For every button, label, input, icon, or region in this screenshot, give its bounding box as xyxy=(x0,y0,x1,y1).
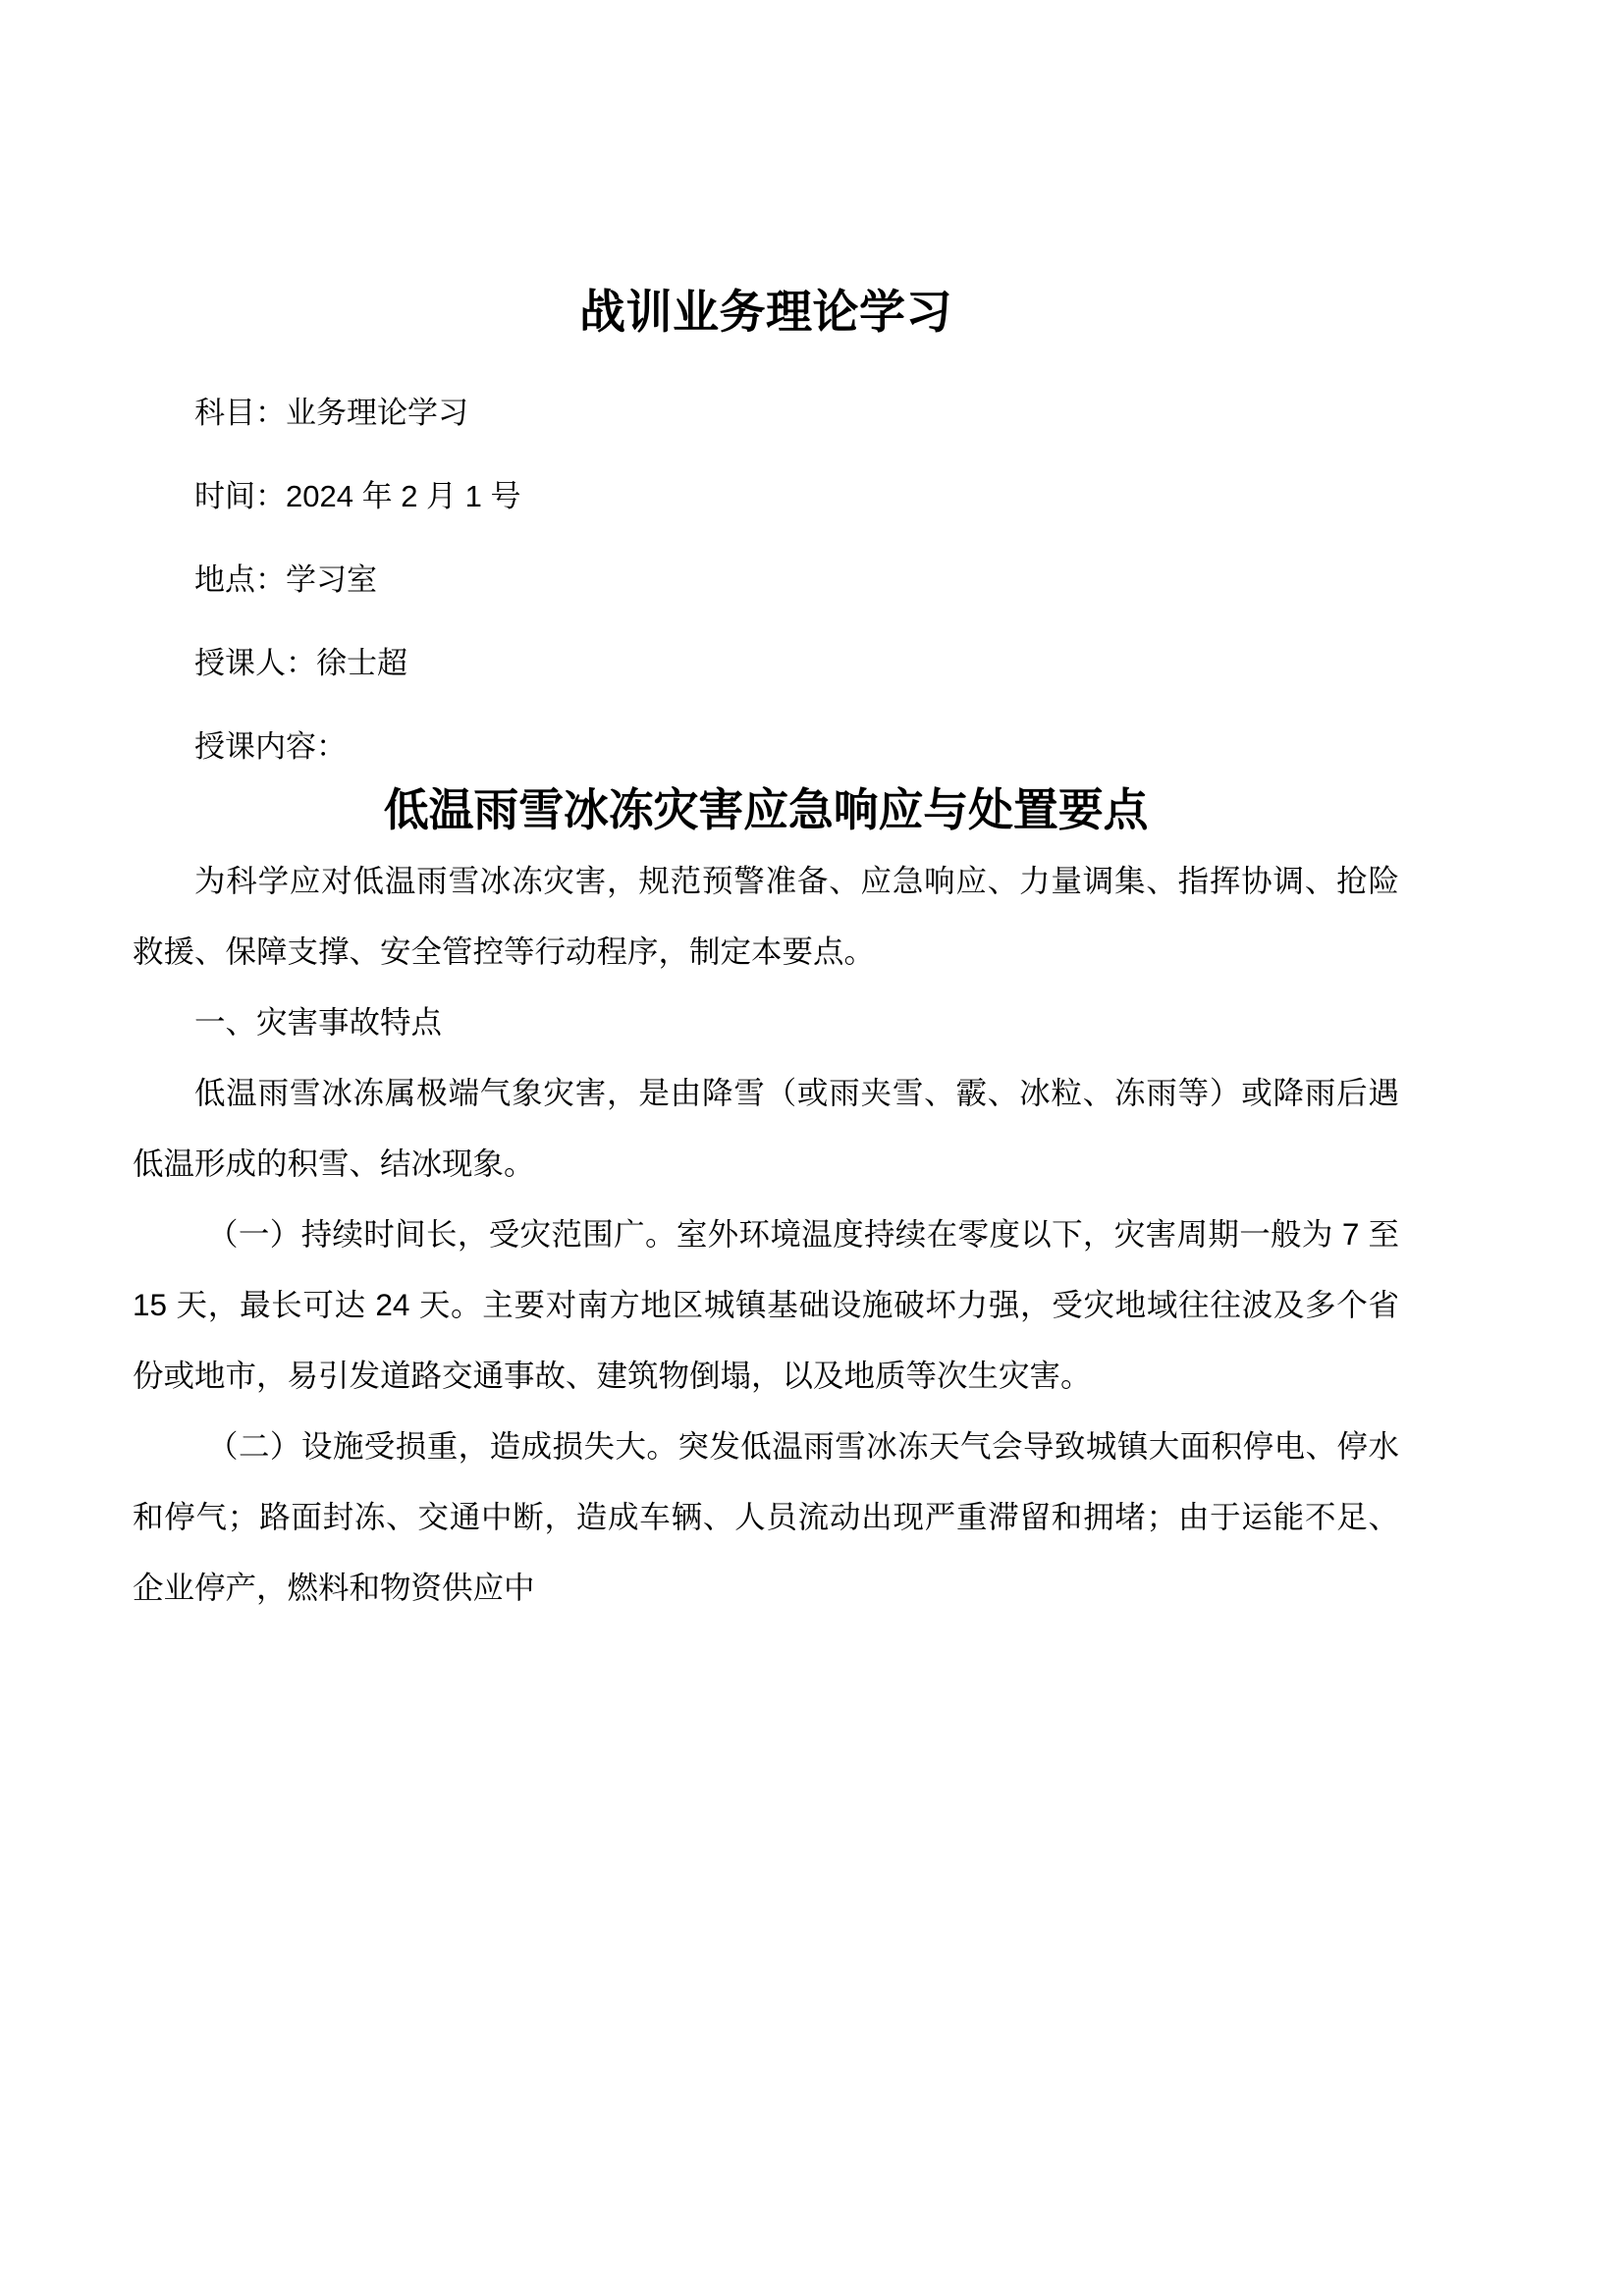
meta-location: 地点：学习室 xyxy=(194,562,377,598)
paragraph-purpose: 为科学应对低温雨雪冰冻灾害，规范预警准备、应急响应、力量调集、指挥协调、抢险救援、保障支撑、安全管控等行动程序，制定本要点。 xyxy=(133,862,1399,969)
meta-content-label: 授课内容： xyxy=(194,729,347,765)
section-heading-one: 一、灾害事故特点 xyxy=(194,1003,443,1040)
document-content xyxy=(133,0,1399,1623)
paragraph-item-one: （一）持续时间长，受灾范围广。室外环境温度持续在零度以下，灾害周期一般为 7 至 15 天，最长可达 24 天。主要对南方地区城镇基础设施破坏力强，受灾地域往往波及多个省份或地市，易引发道路交通事故、建筑物倒塌，以及地质等次生灾害。 xyxy=(133,1215,1399,1393)
paragraph-definition: 低温雨雪冰冻属极端气象灾害，是由降雪（或雨夹雪、霰、冰粒、冻雨等）或降雨后遇低温形成的积雪、结冰现象。 xyxy=(133,1074,1399,1181)
page-title: 战训业务理论学习 xyxy=(579,286,952,338)
meta-time: 时间：2024 年 2 月 1 号 xyxy=(194,479,521,514)
meta-info-list xyxy=(133,340,1399,765)
subject-heading: 低温雨雪冰冻灾害应急响应与处置要点 xyxy=(383,784,1149,836)
meta-instructor: 授课人：徐士超 xyxy=(194,646,407,681)
paragraph-item-two: （二）设施受损重，造成损失大。突发低温雨雪冰冻天气会导致城镇大面积停电、停水和停气；路面封冻、交通中断，造成车辆、人员流动出现严重滞留和拥堵；由于运能不足、企业停产，燃料和物资供应中 xyxy=(133,1427,1399,1605)
meta-subject: 科目：业务理论学习 xyxy=(194,396,468,431)
